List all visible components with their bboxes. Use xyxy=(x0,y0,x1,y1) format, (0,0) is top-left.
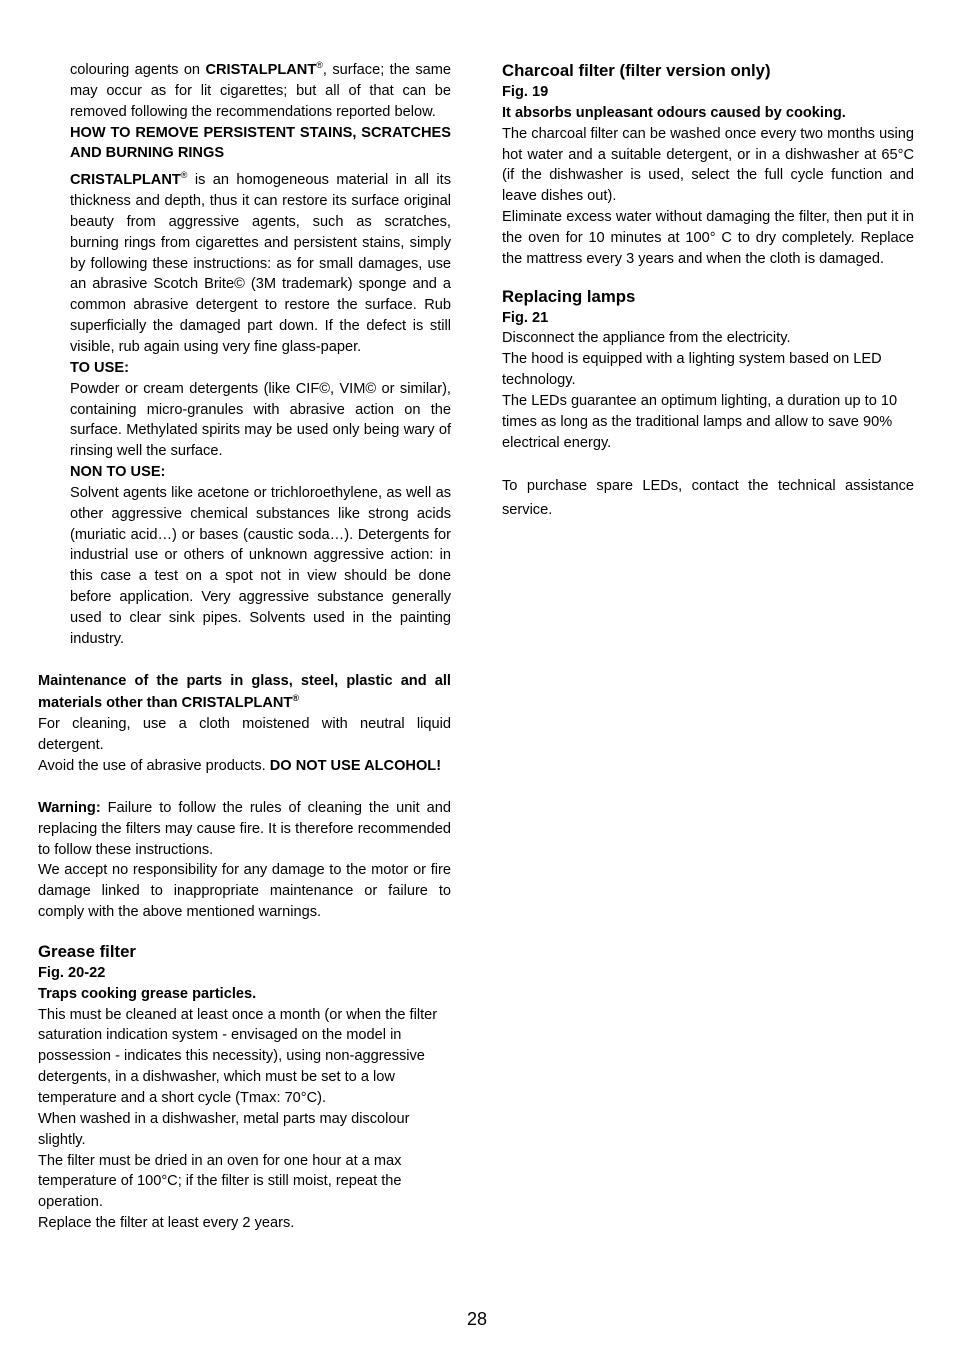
intro-paragraph xyxy=(70,60,451,123)
charcoal-filter-heading: Charcoal filter (filter version only) xyxy=(502,61,771,80)
intro-text-continued: , surface; the same may occur as for lit cigarettes; but all of that can be removed following the recommendations reported below. xyxy=(70,62,452,120)
grease-filter-fig: Fig. 20-22 xyxy=(38,964,106,981)
cristalplant-care-section xyxy=(70,60,451,650)
replacing-lamps-text-2: The hood is equipped with a lighting system based on LED technology. xyxy=(502,351,882,389)
replacing-lamps-heading: Replacing lamps xyxy=(502,286,636,306)
responsibility-paragraph: We accept no responsibility for any damage to the motor or fire damage linked to inappropriate maintenance or failure to comply with the above mentioned warnings. xyxy=(38,862,451,921)
replacing-lamps-text-3: The LEDs guarantee an optimum lighting, a duration up to 10 times as long as the traditional lamps and allow to save 90% electrical energy. xyxy=(502,392,898,451)
grease-filter-text-2: When washed in a dishwasher, metal parts may discolour slightly. xyxy=(38,1110,410,1148)
maintenance-text-1: For cleaning, use a cloth moistened with neutral liquid detergent. xyxy=(38,716,451,754)
page-number: 28 xyxy=(466,1309,488,1329)
brand-paragraph xyxy=(70,170,451,358)
brand-name: CRISTALPLANT xyxy=(205,62,317,78)
warning-label: Warning: xyxy=(38,799,101,816)
maintenance-heading-text: Maintenance of the parts in glass, steel, plastic and all materials other than CRISTALPLANT xyxy=(38,673,451,712)
brand-name: CRISTALPLANT xyxy=(70,172,181,189)
do-not-use-alcohol: DO NOT USE ALCOHOL! xyxy=(269,758,442,775)
brand-paragraph-text: is an homogeneous material in all its thickness and depth, thus it can restore its surface original beauty from aggressive agents, such as scratches, burning rings from cigarettes and persistent stains, simply by following these instructions: as for small damages, use an abrasive Scotch Brite© (3M trademark) sponge and a common abrasive detergent to restore the surface. Rub superficially the damaged part down. If the defect is still visible, rub again using very fine glass-paper. xyxy=(70,172,451,355)
replacing-lamps-fig: Fig. 21 xyxy=(502,309,549,326)
warning-text: Failure to follow the rules of cleaning the unit and replacing the filters may cause fire. It is therefore recommended to follow these instructions. xyxy=(38,799,451,858)
charcoal-filter-subheading: It absorbs unpleasant odours caused by cooking. xyxy=(502,104,846,121)
replacing-lamps-text-1: Disconnect the appliance from the electricity. xyxy=(502,330,791,347)
grease-filter-text-4: Replace the filter at least every 2 years. xyxy=(38,1215,295,1232)
charcoal-filter-fig: Fig. 19 xyxy=(502,84,549,100)
intro-text: colouring agents on xyxy=(70,62,206,78)
left-column xyxy=(38,60,451,1234)
maintenance-heading xyxy=(38,670,451,714)
registered-mark: ® xyxy=(292,693,299,704)
charcoal-filter-text-1: The charcoal filter can be washed once every two months using hot water and a suitable detergent, or in a dishwasher at 65°C (if the dishwasher is used, select the full cycle function and leave dishes out). xyxy=(502,125,914,205)
grease-filter-heading: Grease filter xyxy=(38,941,136,961)
non-to-use-heading: NON TO USE: xyxy=(70,464,166,481)
stains-heading: HOW TO REMOVE PERSISTENT STAINS, SCRATCHES AND BURNING RINGS xyxy=(70,124,451,162)
maintenance-text-2-plain: Avoid the use of abrasive products. xyxy=(38,758,270,775)
to-use-text: Powder or cream detergents (like CIF©, VIM© or similar), containing micro-granules with abrasive action on the surface. Methylated spirits may be used only being wary of rinsing well the surface. xyxy=(70,380,451,460)
grease-filter-text-1: This must be cleaned at least once a month (or when the filter saturation indication system - envisaged on the model in possession - indicates this necessity), using non-aggressive detergents, in a dishwasher, which must be set to a low temperature and a short cycle (Tmax: 70°C). xyxy=(38,1006,438,1106)
grease-filter-subheading: Traps cooking grease particles. xyxy=(38,985,257,1002)
maintenance-text-2 xyxy=(38,756,451,777)
non-to-use-text: Solvent agents like acetone or trichloroethylene, as well as other aggressive chemical substances like strong acids (muriatic acid…) or bases (caustic soda…). Detergents for industrial use or others of unknown aggressive action: in this case a test on a spot not in view should be done before application. Very aggressive substance generally used to clear sink pipes. Solvents used in the painting industry. xyxy=(70,484,451,647)
right-column xyxy=(502,60,914,522)
registered-mark: ® xyxy=(316,60,323,71)
registered-mark: ® xyxy=(180,170,188,181)
to-use-heading: TO USE: xyxy=(70,359,129,376)
warning-paragraph xyxy=(38,798,451,861)
grease-filter-text-3: The filter must be dried in an oven for one hour at a max temperature of 100°C; if the filter is still moist, repeat the operation. xyxy=(38,1152,402,1211)
replacing-lamps-text-4: To purchase spare LEDs, contact the technical assistance service. xyxy=(502,478,914,519)
charcoal-filter-text-2: Eliminate excess water without damaging the filter, then put it in the oven for 10 minutes at 100° C to dry completely. Replace the mattress every 3 years and when the cloth is damaged. xyxy=(502,209,914,267)
